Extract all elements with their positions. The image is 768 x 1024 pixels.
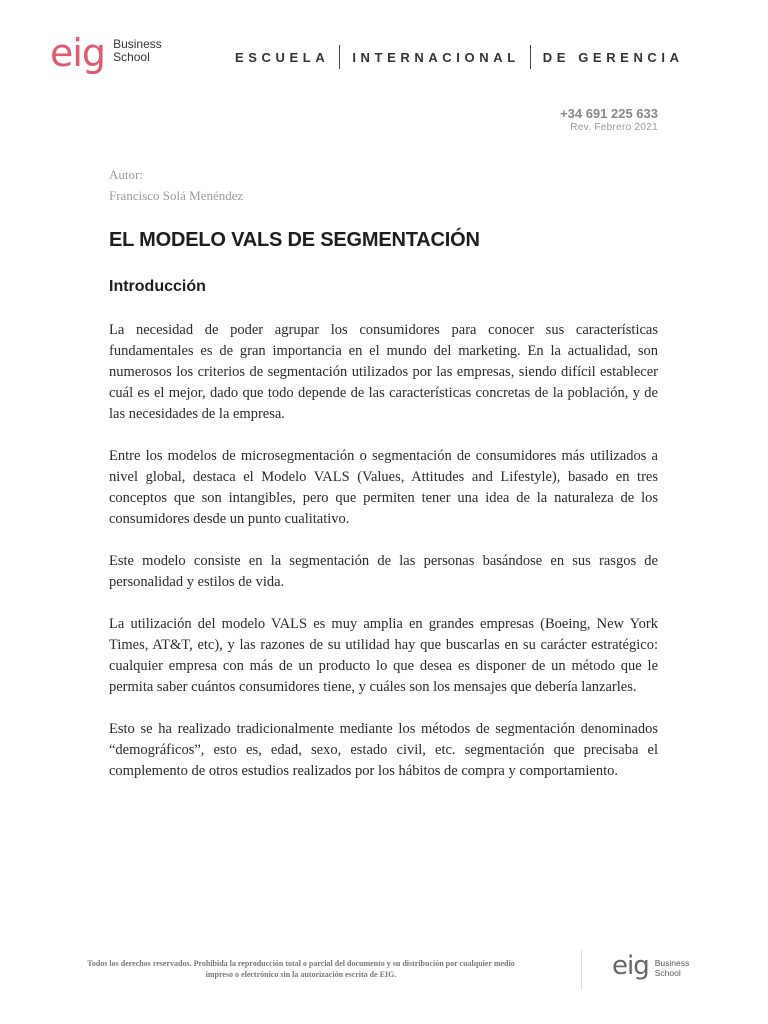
logo-subtitle [113,38,162,64]
footer-eig-logo [612,953,689,979]
author-block [109,164,243,206]
footer-divider [581,950,582,990]
document-body [109,320,658,803]
footer-logo-line2: School [654,968,681,978]
school-name-banner [235,45,684,69]
logo-subtitle-line1: Business [113,37,162,51]
document-title: EL MODELO VALS DE SEGMENTACIÓN [109,229,480,251]
footer-logo-mark: eig [612,951,649,981]
contact-block [560,106,658,134]
copyright-line1: Todos los derechos reservados. Prohibida la reproducción total o parcial del documento y su distribución por cualquier medio [87,959,515,968]
school-word-escuela: ESCUELA [235,49,330,65]
banner-divider [339,45,340,69]
footer-logo-line1: Business [654,958,690,968]
section-heading: Introducción [109,278,206,295]
banner-divider [530,45,531,69]
paragraph: La necesidad de poder agrupar los consumidores para conocer sus características fundamentales es de gran importancia en el mundo del marketing. En la actualidad, son numerosos los criterios de segmentación utilizados por las empresas, siendo difícil establecer cuál es el mejor, dado que todo depende de las características concretas de la población, y de las necesidades de la empresa. [109,322,658,422]
footer-logo-subtitle [655,958,690,978]
paragraph: La utilización del modelo VALS es muy amplia en grandes empresas (Boeing, New York Times, AT&T, etc), y las razones de su utilidad hay que buscarlas en su carácter estratégico: cualquier empresa con más de un producto lo que desea es disponer de un método que le permita saber cuántos consumidores tiene, y cuáles son los mensajes que debería lanzarles. [109,616,658,695]
paragraph: Esto se ha realizado tradicionalmente mediante los métodos de segmentación denominados “demográficos”, esto es, edad, sexo, estado civil, etc. segmentación que precisaba el complemento de otros estudios realizados por los hábitos de compra y comportamiento. [109,721,658,779]
phone-number: +34 691 225 633 [560,106,658,121]
eig-logo-mark: eig [50,31,106,75]
paragraph: Entre los modelos de microsegmentación o segmentación de consumidores más utilizados a nivel global, destaca el Modelo VALS (Values, Attitudes and Lifestyle), basado en tres conceptos que son intangibles, pero que permiten tener una idea de la naturaleza de los consumidores desde un punto cualitativo. [109,448,658,527]
school-word-internacional: INTERNACIONAL [352,49,520,65]
copyright-notice [40,958,562,980]
paragraph: Este modelo consiste en la segmentación de las personas basándose en sus rasgos de personalidad y estilos de vida. [109,553,658,590]
school-word-gerencia: DE GERENCIA [542,49,684,65]
eig-logo [50,31,162,75]
author-name: Francisco Solá Menéndez [109,188,244,203]
copyright-line2: impreso o electrónico sin la autorización escrita de EIG. [205,970,397,979]
revision-date: Rev. Febrero 2021 [570,122,658,133]
author-label: Autor: [109,167,143,182]
logo-subtitle-line2: School [113,50,150,64]
